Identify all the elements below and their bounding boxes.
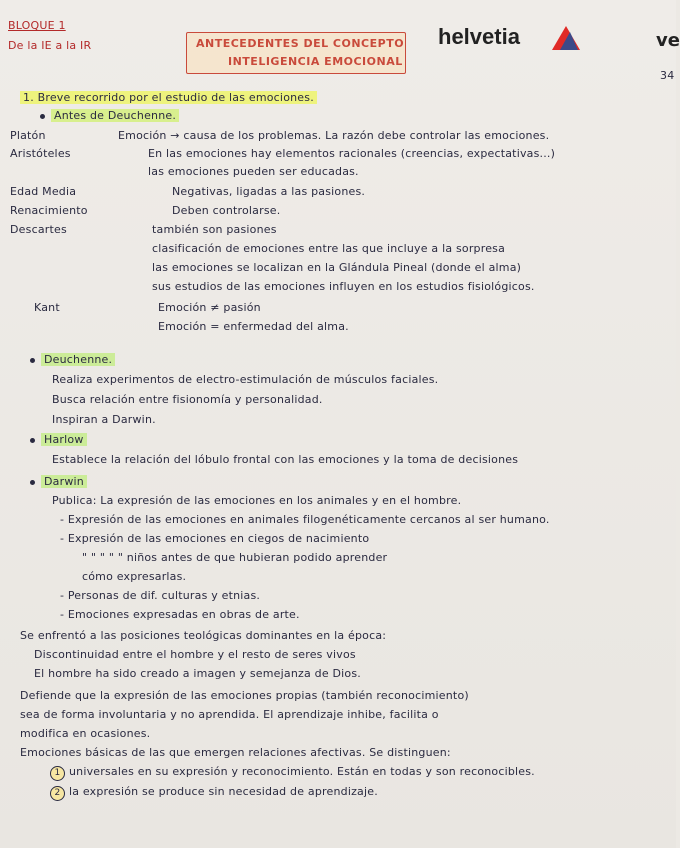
darwin-line: Emociones básicas de las que emergen relaciones afectivas. Se distinguen: bbox=[20, 746, 451, 759]
author-text: las emociones pueden ser educadas. bbox=[148, 165, 359, 178]
darwin-line: sea de forma involuntaria y no aprendida. El aprendizaje inhibe, facilita o bbox=[20, 708, 439, 721]
author-text: sus estudios de las emociones influyen en los estudios fisiológicos. bbox=[152, 280, 535, 293]
deuchenne-line: Inspiran a Darwin. bbox=[52, 413, 156, 426]
author-text: Emoción → causa de los problemas. La razón debe controlar las emociones. bbox=[118, 129, 550, 142]
author-name: Kant bbox=[34, 301, 60, 314]
author-name: Descartes bbox=[10, 223, 67, 236]
darwin-line: Discontinuidad entre el hombre y el resto de seres vivos bbox=[34, 648, 356, 661]
darwin-label: Darwin bbox=[30, 474, 87, 490]
darwin-line: - Expresión de las emociones en animales filogenéticamente cercanos al ser humano. bbox=[60, 513, 550, 526]
number-circle-icon: 1 bbox=[50, 766, 65, 781]
page-number: 34 bbox=[660, 69, 675, 82]
deuchenne-label: Deuchenne. bbox=[30, 352, 115, 368]
darwin-numbered-item: 2 la expresión se produce sin necesidad de aprendizaje. bbox=[50, 784, 378, 801]
harlow-label: Harlow bbox=[30, 432, 87, 448]
darwin-line: cómo expresarlas. bbox=[82, 570, 187, 583]
title-line1: ANTECEDENTES DEL CONCEPTO bbox=[196, 37, 405, 50]
helvetia-logo-text: helvetia bbox=[438, 24, 520, 49]
author-text: Deben controlarse. bbox=[172, 204, 281, 217]
author-name: Renacimiento bbox=[10, 204, 88, 217]
darwin-line: El hombre ha sido creado a imagen y semejanza de Dios. bbox=[34, 667, 361, 680]
section-subheading: Antes de Deuchenne. bbox=[40, 108, 179, 124]
edge-letter: ve bbox=[656, 30, 680, 51]
deuchenne-line: Realiza experimentos de electro-estimulación de músculos faciales. bbox=[52, 373, 439, 386]
author-text: Negativas, ligadas a las pasiones. bbox=[172, 185, 366, 198]
darwin-line: - Personas de dif. culturas y etnias. bbox=[60, 589, 261, 602]
section-heading: 1. Breve recorrido por el estudio de las emociones. bbox=[20, 90, 317, 106]
darwin-line: - Expresión de las emociones en ciegos de nacimiento bbox=[60, 532, 370, 545]
title-line2: INTELIGENCIA EMOCIONAL bbox=[228, 55, 403, 68]
darwin-line: Publica: La expresión de las emociones en los animales y en el hombre. bbox=[52, 494, 462, 507]
darwin-numbered-item: 1 universales en su expresión y reconocimiento. Están en todas y son reconocibles. bbox=[50, 764, 535, 781]
bullet-dot-icon bbox=[30, 358, 35, 363]
author-text: clasificación de emociones entre las que incluye a la sorpresa bbox=[152, 242, 506, 255]
author-text: las emociones se localizan en la Glándula Pineal (donde el alma) bbox=[152, 261, 522, 274]
helvetia-logo-icon bbox=[548, 24, 584, 50]
author-text: Emoción = enfermedad del alma. bbox=[158, 320, 349, 333]
darwin-line: - Emociones expresadas en obras de arte. bbox=[60, 608, 300, 621]
number-circle-icon: 2 bbox=[50, 786, 65, 801]
darwin-line: Se enfrentó a las posiciones teológicas dominantes en la época: bbox=[20, 629, 387, 642]
author-name: Edad Media bbox=[10, 185, 77, 198]
darwin-line: Defiende que la expresión de las emociones propias (también reconocimiento) bbox=[20, 689, 469, 702]
author-text: Emoción ≠ pasión bbox=[158, 301, 261, 314]
darwin-line: modifica en ocasiones. bbox=[20, 727, 151, 740]
deuchenne-line: Busca relación entre fisionomía y personalidad. bbox=[52, 393, 323, 406]
harlow-line: Establece la relación del lóbulo frontal con las emociones y la toma de decisiones bbox=[52, 453, 519, 466]
darwin-line: " " " " " niños antes de que hubieran podido aprender bbox=[82, 551, 388, 564]
bullet-dot-icon bbox=[30, 480, 35, 485]
author-name: Aristóteles bbox=[10, 147, 71, 160]
bullet-dot-icon bbox=[40, 114, 45, 119]
author-text: En las emociones hay elementos racionales (creencias, expectativas...) bbox=[148, 147, 556, 160]
author-name: Platón bbox=[10, 129, 46, 142]
bloque-subtitle: De la IE a la IR bbox=[8, 39, 92, 52]
author-text: también son pasiones bbox=[152, 223, 277, 236]
bullet-dot-icon bbox=[30, 438, 35, 443]
bloque-label: BLOQUE 1 bbox=[8, 19, 66, 32]
